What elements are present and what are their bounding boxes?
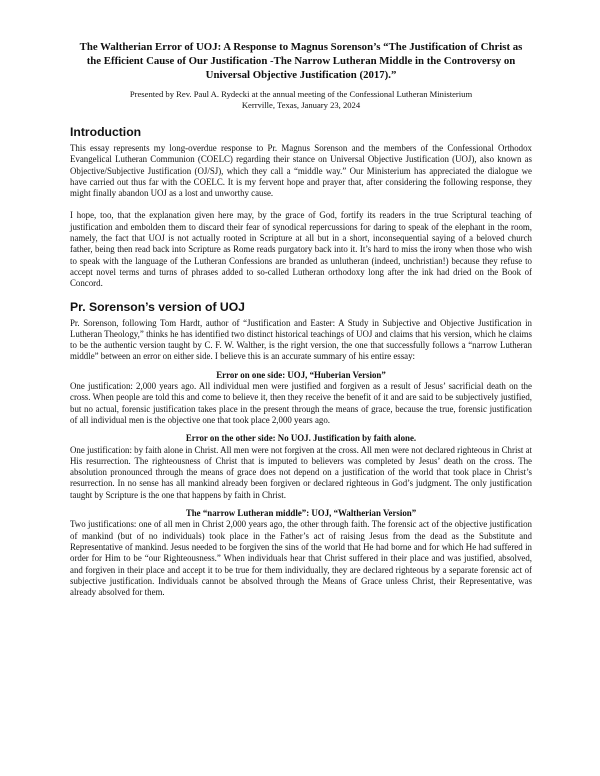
error-other-side-heading: Error on the other side: No UOJ. Justification by faith alone. [185,433,417,444]
error-one-side-heading: Error on one side: UOJ, “Huberian Version” [216,369,386,380]
document-title: The Waltherian Error of UOJ: A Response to Magnus Sorenson’s “The Justification of Christ as the Efficient Cause of Our Justification -The Narrow Lutheran Middle in the Controversy on Universal Objective Justification (2017).” [79,41,523,81]
introduction-paragraph-1: This essay represents my long-overdue response to Pr. Magnus Sorenson and the members of the Confessional Orthodox Evangelical Lutheran Communion (COELC) regarding their stance on Universal Objective Justification (UOJ), also known as Objective/Subjective Justification (OJ/SJ), which they call a “middle way.” Our Ministerium has appreciated the dialogue we have carried out thus far with the COELC. It is my fervent hope and prayer that, after considering the following response, they might finally abandon UOJ as a lost and unworthy cause. [70,143,532,199]
introduction-heading: Introduction [70,125,142,139]
sorenson-heading: Pr. Sorenson’s version of UOJ [70,299,245,314]
sorenson-paragraph: Pr. Sorenson, following Tom Hardt, author of “Justification and Easter: A Study in Subjective and Objective Justification in Lutheran Theology,” thinks he has identified two distinct historical teachings of UOJ and claims that his version, which he claims to be the authentic version taught by C. F. W. Walther, is the right version, the one that successfully follows a “narrow Lutheran middle” between an error on either side. I believe this is an accurate summary of his entire essay: [70,317,532,362]
narrow-middle-heading: The “narrow Lutheran middle”: UOJ, “Waltherian Version” [185,508,417,519]
narrow-middle-text: Two justifications: one of all men in Christ 2,000 years ago, the other through faith. The forensic act of the objective justification of mankind (but of no individuals) took place in the Father’s act of raising Jesus from the dead as the Substitute and Representative of mankind. Jesus needed to be forgiven the sins of the world that He had borne and for which He had suffered in order for Him to be “our Righteousness.” When individuals hear that Christ suffered in their place and was justified, absolved, and forgiven in their place and accept it to be true for them individually, they are declared righteous by a separate forensic act of subjective justification. Individuals cannot be absolved through the Means of Grace unless Christ, their Representative, was already absolved for them. [70,519,532,598]
presented-by: Presented by Rev. Paul A. Rydecki at the annual meeting of the Confessional Lutheran Ministerium [129,89,473,99]
introduction-paragraph-2: I hope, too, that the explanation given here may, by the grace of God, fortify its readers in the true Scriptural teaching of justification and embolden them to discard their fear of synodical repercussions for daring to speak of the elephant in the room, namely, the fact that UOJ is not actually rooted in Scripture at all but in a short, inconsequential saying of a beloved church father, being then read back into Scripture as Rome reads purgatory back into it. It’s hard to miss the irony when those who wish to speak with the language of the Lutheran Confessions are branded as unlutheran (indeed, unchristian!) because they refuse to accept novel terms and turns of phrases added to so-called Lutheran orthodoxy long after the ink had dried on the Book of Concord. [70,210,532,289]
location-date: Kerrville, Texas, January 23, 2024 [241,100,361,110]
error-other-side-text: One justification: by faith alone in Christ. All men were not forgiven at the cross. All men were not declared righteous in Christ at His resurrection. The righteousness of Christ that is imputed to believers was completed by Jesus’ death on the cross. The absolution pronounced through the means of grace does not depend on a justification of the world that took place in Christ’s resurrection. In no sense has all mankind already been forgiven or declared righteous in God’s judgment. The only justification taught by Scripture is the one that happens by faith in Christ. [70,444,532,500]
document-page [70,40,532,598]
error-one-side-text: One justification: 2,000 years ago. All individual men were justified and forgiven as a result of Jesus’ sacrificial death on the cross. When people are told this and come to believe it, then they receive the benefit of it and are said to be subjectively justified, but no actual, forensic justification takes place in the present through the means of grace, because the true, forensic justification of all individual men is the objective one that took place 2,000 years ago. [70,381,532,425]
